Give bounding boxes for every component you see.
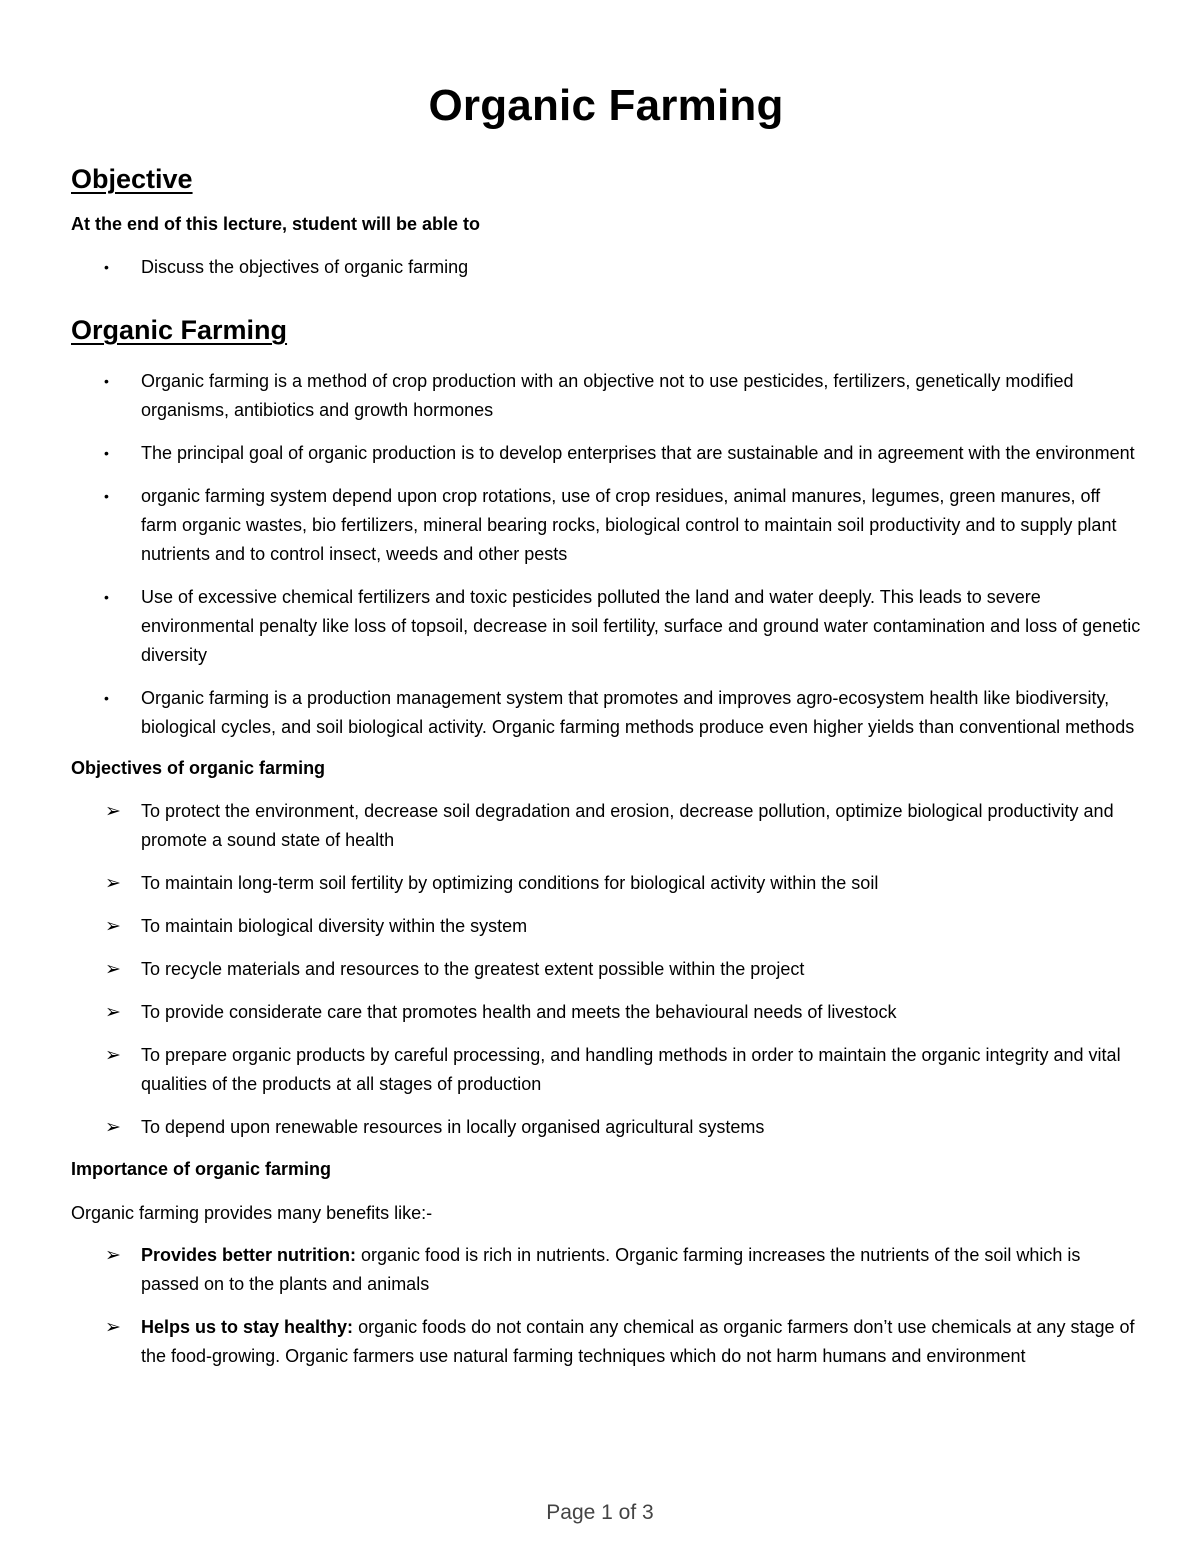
objective-list xyxy=(71,253,1141,282)
list-item-lead: Helps us to stay healthy: xyxy=(141,1317,354,1337)
list-item xyxy=(71,253,1141,282)
list-item xyxy=(71,1313,1141,1371)
bullet-icon: • xyxy=(104,445,109,461)
bullet-icon: • xyxy=(104,690,109,706)
list-item-text: Organic farming is a production management system that promotes and improves agro-ecosystem health like biodiversity, biological cycles, and soil biological activity. Organic farming methods produce even higher yields than conventional methods xyxy=(141,688,1135,737)
list-item xyxy=(71,1041,1141,1099)
arrow-bullet-icon: ➢ xyxy=(105,1002,121,1023)
arrow-bullet-icon: ➢ xyxy=(105,1045,121,1066)
arrow-bullet-icon: ➢ xyxy=(105,873,121,894)
objectives-list xyxy=(71,797,1141,1142)
list-item-text: Discuss the objectives of organic farming xyxy=(141,257,469,277)
page-content xyxy=(71,78,1141,1371)
arrow-bullet-icon: ➢ xyxy=(105,1117,121,1138)
bullet-icon: • xyxy=(104,259,109,275)
list-item xyxy=(71,439,1141,468)
list-item xyxy=(71,367,1141,425)
list-item xyxy=(71,912,1141,941)
organic-farming-list xyxy=(71,367,1141,742)
list-item xyxy=(71,797,1141,855)
importance-heading: Importance of organic farming xyxy=(71,1159,332,1179)
arrow-bullet-icon: ➢ xyxy=(105,801,121,822)
list-item-text: The principal goal of organic production is to develop enterprises that are sustainable and in agreement with the environment xyxy=(141,443,1135,463)
bullet-icon: • xyxy=(104,589,109,605)
list-item-text: To recycle materials and resources to the greatest extent possible within the project xyxy=(141,959,805,979)
objective-intro: At the end of this lecture, student will be able to xyxy=(71,214,481,234)
list-item xyxy=(71,684,1141,742)
list-item xyxy=(71,583,1141,670)
list-item-text: To maintain biological diversity within the system xyxy=(141,916,528,936)
importance-intro: Organic farming provides many benefits like:- xyxy=(71,1203,433,1223)
list-item-text: To maintain long-term soil fertility by optimizing conditions for biological activity within the soil xyxy=(141,873,879,893)
list-item-text: Organic farming is a method of crop production with an objective not to use pesticides, fertilizers, genetically modified organisms, antibiotics and growth hormones xyxy=(141,371,1074,420)
page-footer: Page 1 of 3 xyxy=(546,1501,654,1524)
arrow-bullet-icon: ➢ xyxy=(105,1245,121,1266)
list-item-text: organic foods do not contain any chemical as organic farmers don’t use chemicals at any stage of the food-growing. Organic farmers use natural farming techniques which do not harm humans and environment xyxy=(141,1317,1135,1366)
list-item-text: Use of excessive chemical fertilizers and toxic pesticides polluted the land and water deeply. This leads to severe environmental penalty like loss of topsoil, decrease in soil fertility, surface and ground water contamination and loss of genetic diversity xyxy=(141,587,1141,665)
list-item-text: organic food is rich in nutrients. Organic farming increases the nutrients of the soil which is passed on to the plants and animals xyxy=(141,1245,1081,1294)
list-item-text: To depend upon renewable resources in locally organised agricultural systems xyxy=(141,1117,765,1137)
arrow-bullet-icon: ➢ xyxy=(105,916,121,937)
arrow-bullet-icon: ➢ xyxy=(105,959,121,980)
list-item-text: organic farming system depend upon crop rotations, use of crop residues, animal manures, legumes, green manures, off farm organic wastes, bio fertilizers, mineral bearing rocks, biological control to maintain soil productivity and to supply plant nutrients and to control insect, weeds and other pests xyxy=(141,486,1117,564)
list-item-lead: Provides better nutrition: xyxy=(141,1245,357,1265)
bullet-icon: • xyxy=(104,373,109,389)
page-title: Organic Farming xyxy=(428,81,784,130)
list-item-text: To prepare organic products by careful processing, and handling methods in order to maintain the organic integrity and vital qualities of the products at all stages of production xyxy=(141,1045,1121,1094)
list-item xyxy=(71,482,1141,569)
section-heading-objective: Objective xyxy=(71,164,193,194)
objectives-of-organic-farming-heading: Objectives of organic farming xyxy=(71,758,326,778)
list-item xyxy=(71,955,1141,984)
list-item-text: To protect the environment, decrease soil degradation and erosion, decrease pollution, optimize biological productivity and promote a sound state of health xyxy=(141,801,1114,850)
list-item-text: To provide considerate care that promotes health and meets the behavioural needs of livestock xyxy=(141,1002,897,1022)
bullet-icon: • xyxy=(104,488,109,504)
importance-list xyxy=(71,1241,1141,1371)
list-item xyxy=(71,1241,1141,1299)
list-item xyxy=(71,869,1141,898)
list-item xyxy=(71,1113,1141,1142)
section-heading-organic-farming: Organic Farming xyxy=(71,315,288,345)
arrow-bullet-icon: ➢ xyxy=(105,1317,121,1338)
list-item xyxy=(71,998,1141,1027)
